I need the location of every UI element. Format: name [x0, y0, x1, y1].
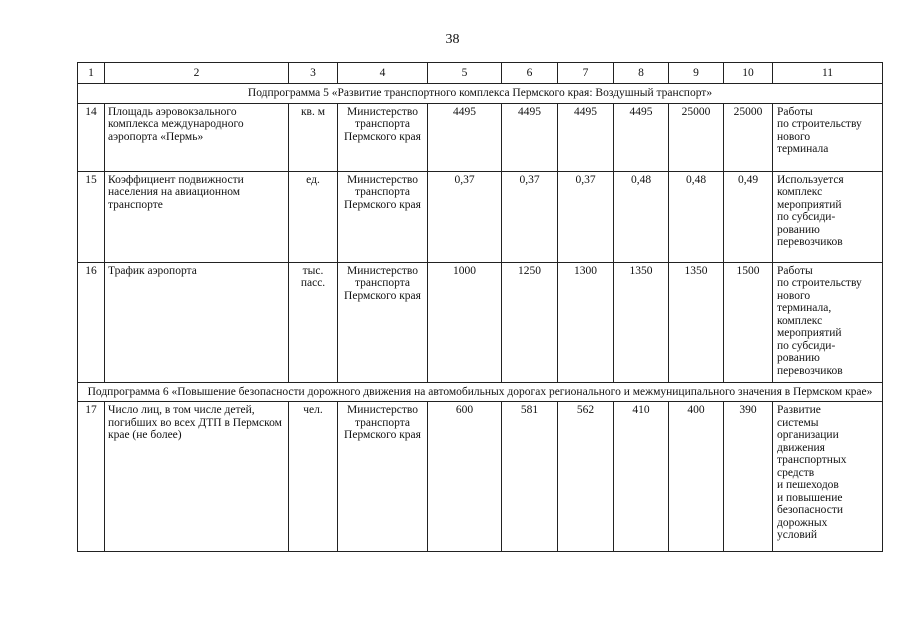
subprogram-6-title: Подпрограмма 6 «Повышение безопасности дорожного движения на автомобильных дорогах регионального и межмуниципального значения в Пермском крае» — [78, 382, 883, 402]
subprogram-5-title: Подпрограмма 5 «Развитие транспортного комплекса Пермского края: Воздушный транспорт» — [78, 84, 883, 104]
value: 25000 — [669, 103, 724, 171]
table-row — [78, 262, 883, 382]
value: 4495 — [502, 103, 558, 171]
value: 1250 — [502, 262, 558, 382]
value: 4495 — [558, 103, 614, 171]
value: 0,37 — [428, 171, 502, 262]
value: 0,48 — [614, 171, 669, 262]
page-number: 38 — [445, 32, 460, 47]
value: 390 — [724, 402, 773, 552]
column-header: 8 — [614, 63, 669, 84]
table-row — [78, 103, 883, 171]
note-line: транспортных — [777, 454, 847, 466]
value: 581 — [502, 402, 558, 552]
value: 562 — [558, 402, 614, 552]
value: 1000 — [428, 262, 502, 382]
row-number: 15 — [78, 171, 105, 262]
executor: Министерство транспорта Пермского края — [338, 171, 428, 262]
indicator-name: Трафик аэропорта — [105, 262, 289, 382]
indicator-name: Площадь аэровокзального комплекса международного аэропорта «Пермь» — [105, 103, 289, 171]
note-line: по субсиди- — [777, 339, 836, 352]
subprogram-row — [78, 382, 883, 402]
value: 0,37 — [558, 171, 614, 262]
executor: Министерство транспорта Пермского края — [338, 103, 428, 171]
value: 600 — [428, 402, 502, 552]
note — [773, 402, 883, 552]
column-header: 4 — [338, 63, 428, 84]
column-header: 1 — [78, 63, 105, 84]
unit: кв. м — [289, 103, 338, 171]
value: 25000 — [724, 103, 773, 171]
note-line: условий — [777, 529, 818, 541]
note-line: терминала, — [777, 302, 832, 314]
row-number: 16 — [78, 262, 105, 382]
note-line: рованию — [777, 352, 820, 364]
column-header: 2 — [105, 63, 289, 84]
row-number: 14 — [78, 103, 105, 171]
note-line: рованию — [777, 223, 820, 236]
note-line: перевозчиков — [777, 364, 843, 377]
note-line: системы — [777, 416, 819, 429]
note-line: Работы — [777, 105, 813, 118]
note-line: организации — [777, 429, 839, 441]
note-line: по строительству — [777, 277, 862, 289]
value: 400 — [669, 402, 724, 552]
value: 0,49 — [724, 171, 773, 262]
note-line: комплекс — [777, 314, 823, 327]
value: 0,37 — [502, 171, 558, 262]
value: 1500 — [724, 262, 773, 382]
note-line: дорожных — [777, 516, 828, 529]
note-line: мероприятий — [777, 198, 842, 211]
indicators-table — [77, 62, 883, 552]
value: 4495 — [614, 103, 669, 171]
column-header: 5 — [428, 63, 502, 84]
note-line: средств — [777, 466, 815, 479]
subprogram-row — [78, 84, 883, 104]
note-line: движения — [777, 441, 825, 454]
note-line: по субсиди- — [777, 211, 836, 223]
unit: чел. — [289, 402, 338, 552]
note-line: и пешеходов — [777, 479, 839, 491]
row-number: 17 — [78, 402, 105, 552]
note-line: перевозчиков — [777, 236, 843, 248]
unit: тыс. пасс. — [289, 262, 338, 382]
column-numbers-row — [78, 63, 883, 84]
note — [773, 171, 883, 262]
column-header: 6 — [502, 63, 558, 84]
note-line: Используется — [777, 173, 844, 186]
column-header: 9 — [669, 63, 724, 84]
value: 1350 — [669, 262, 724, 382]
column-header: 10 — [724, 63, 773, 84]
table-row — [78, 171, 883, 262]
note — [773, 103, 883, 171]
note-line: мероприятий — [777, 327, 842, 339]
note-line: нового — [777, 289, 811, 302]
note-line: по строительству — [777, 118, 862, 130]
note-line: Развитие — [777, 404, 821, 416]
executor: Министерство транспорта Пермского края — [338, 402, 428, 552]
note-line: нового — [777, 130, 811, 143]
value: 1350 — [614, 262, 669, 382]
value: 0,48 — [669, 171, 724, 262]
note — [773, 262, 883, 382]
executor: Министерство транспорта Пермского края — [338, 262, 428, 382]
note-line: Работы — [777, 264, 813, 277]
column-header: 7 — [558, 63, 614, 84]
note-line: комплекс — [777, 186, 823, 198]
unit: ед. — [289, 171, 338, 262]
note-line: безопасности — [777, 504, 844, 516]
value: 1300 — [558, 262, 614, 382]
note-line: и повышение — [777, 491, 843, 504]
indicator-name: Число лиц, в том числе детей, погибших во всех ДТП в Пермском крае (не более) — [105, 402, 289, 552]
value: 410 — [614, 402, 669, 552]
value: 4495 — [428, 103, 502, 171]
note-line: терминала — [777, 143, 829, 155]
column-header: 3 — [289, 63, 338, 84]
indicator-name: Коэффициент подвижности населения на авиационном транспорте — [105, 171, 289, 262]
column-header: 11 — [773, 63, 883, 84]
table-row — [78, 402, 883, 552]
